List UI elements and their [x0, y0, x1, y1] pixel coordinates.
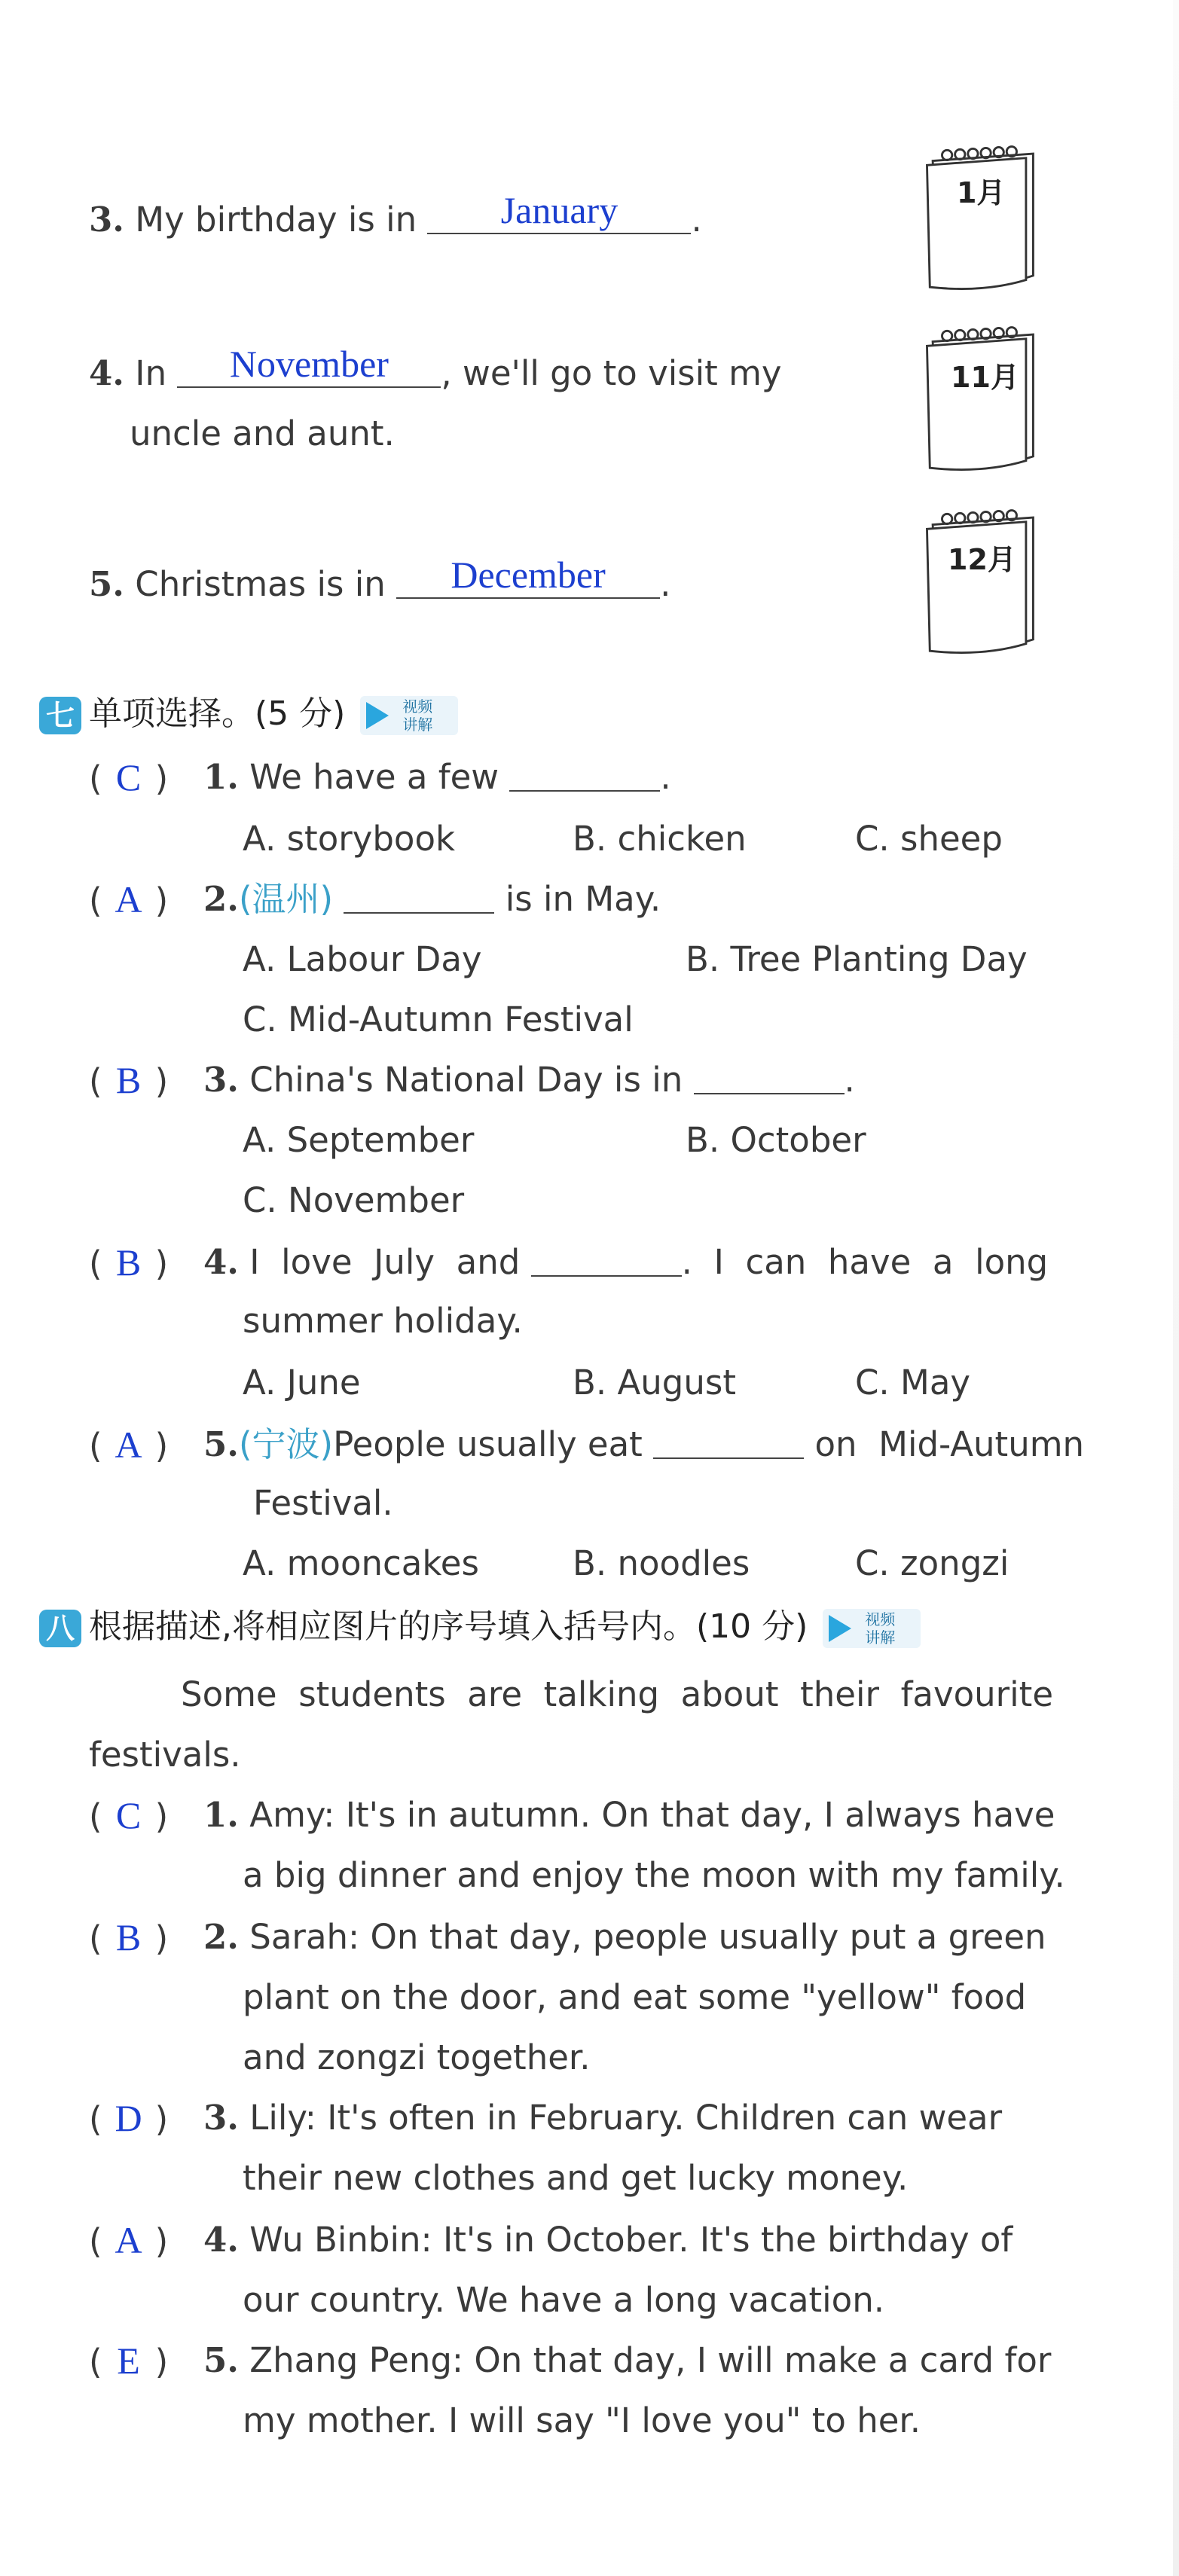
calendar-icon — [915, 320, 1043, 471]
question-number: 3. — [89, 200, 124, 240]
question-2 — [203, 877, 661, 922]
answer-letter: D — [115, 2097, 142, 2139]
question-text: In — [135, 353, 167, 393]
answer-paren[interactable]: ( B ) — [89, 1059, 169, 1101]
page-edge — [1173, 0, 1179, 2576]
question-text-after: . I can have a long — [681, 1242, 1049, 1282]
answer-text: January — [500, 189, 619, 231]
question-4 — [203, 1240, 1048, 1285]
answer-blank[interactable] — [427, 189, 691, 234]
answer-blank[interactable] — [653, 1424, 804, 1459]
answer-blank[interactable] — [396, 554, 660, 599]
description-text: Amy: It's in autumn. On that day, I always have — [249, 1795, 1055, 1835]
punctuation: . — [660, 757, 671, 797]
option-c[interactable]: C. May — [855, 1363, 971, 1402]
question-text: People usually eat — [333, 1424, 643, 1464]
answer-blank[interactable] — [694, 1060, 845, 1094]
question-number: 1. — [203, 757, 239, 797]
answer-blank[interactable] — [344, 879, 494, 914]
answer-paren[interactable]: ( C ) — [89, 756, 169, 798]
answer-letter: E — [117, 2339, 140, 2382]
answer-letter: C — [115, 1794, 142, 1836]
option-b[interactable]: B. Tree Planting Day — [686, 939, 1028, 979]
option-a[interactable]: A. Labour Day — [243, 939, 482, 979]
item-number: 1. — [203, 1795, 239, 1835]
video-label: 视频 讲解 — [402, 697, 433, 734]
fill-blank-3 — [89, 189, 702, 243]
answer-letter: A — [115, 1424, 142, 1466]
play-icon — [366, 702, 389, 729]
answer-paren[interactable]: ( E ) — [89, 2339, 169, 2382]
question-number: 4. — [89, 353, 124, 393]
calendar-label: 1月 — [957, 176, 1006, 209]
option-c[interactable]: C. November — [243, 1180, 465, 1220]
option-b[interactable]: B. chicken — [573, 819, 747, 859]
section-7-header — [39, 691, 458, 737]
question-number: 5. — [89, 564, 124, 604]
option-c[interactable]: C. Mid-Autumn Festival — [243, 1000, 634, 1039]
option-c[interactable]: C. sheep — [855, 819, 1003, 859]
description-text-line2: their new clothes and get lucky money. — [243, 2158, 909, 2198]
section-badge: 七 — [39, 697, 81, 734]
punctuation: . — [660, 564, 671, 604]
section-title: 单项选择。(5 分) — [89, 694, 346, 733]
intro-text: Some students are talking about their favourite — [181, 1674, 1054, 1714]
answer-blank[interactable] — [177, 343, 441, 388]
section-title: 根据描述,将相应图片的序号填入括号内。(10 分) — [89, 1607, 808, 1646]
description-1 — [203, 1793, 1055, 1838]
video-explain-button[interactable] — [823, 1609, 921, 1648]
answer-paren[interactable]: ( A ) — [89, 878, 169, 920]
description-4 — [203, 2217, 1013, 2263]
option-a[interactable]: A. storybook — [243, 819, 456, 859]
description-text: Sarah: On that day, people usually put a green — [249, 1917, 1046, 1957]
region-tag: (宁波) — [238, 1424, 334, 1464]
answer-blank[interactable] — [509, 757, 660, 792]
fill-blank-4 — [89, 343, 782, 396]
answer-letter: C — [115, 756, 142, 798]
description-text-line3: and zongzi together. — [243, 2037, 591, 2077]
description-5 — [203, 2338, 1051, 2383]
description-text-line2: plant on the door, and eat some "yellow" food — [243, 1977, 1027, 2017]
question-text-after: on Mid-Autumn — [814, 1424, 1085, 1464]
question-number: 4. — [203, 1242, 239, 1282]
item-number: 5. — [203, 2340, 239, 2380]
option-b[interactable]: B. October — [686, 1120, 866, 1160]
answer-paren[interactable]: ( A ) — [89, 2219, 169, 2261]
answer-paren[interactable]: ( D ) — [89, 2097, 169, 2139]
description-3 — [203, 2095, 1002, 2141]
punctuation: . — [844, 1060, 855, 1100]
answer-paren[interactable]: ( A ) — [89, 1424, 169, 1466]
question-text: Christmas is in — [135, 564, 386, 604]
calendar-icon — [915, 503, 1043, 654]
option-a[interactable]: A. mooncakes — [243, 1543, 479, 1583]
item-number: 2. — [203, 1917, 239, 1957]
region-tag: (温州) — [238, 879, 334, 919]
answer-letter: B — [115, 1059, 142, 1101]
section-badge: 八 — [39, 1610, 81, 1647]
question-number: 2. — [203, 879, 239, 919]
intro-text-line2: festivals. — [89, 1735, 241, 1775]
option-b[interactable]: B. August — [573, 1363, 736, 1402]
option-c[interactable]: C. zongzi — [855, 1543, 1009, 1583]
answer-text: November — [229, 343, 389, 385]
question-text-line2: Festival. — [253, 1483, 393, 1523]
question-text: We have a few — [249, 757, 499, 797]
description-text-line2: my mother. I will say "I love you" to her. — [243, 2401, 921, 2440]
question-text: My birthday is in — [135, 200, 417, 240]
answer-letter: B — [115, 1241, 142, 1283]
calendar-label: 12月 — [948, 543, 1016, 576]
description-text: Zhang Peng: On that day, I will make a card for — [249, 2340, 1052, 2380]
video-explain-button[interactable] — [360, 696, 458, 735]
question-text: I love July and — [249, 1242, 521, 1282]
answer-text: December — [451, 554, 606, 596]
description-text-line2: our country. We have a long vacation. — [243, 2280, 885, 2320]
play-icon — [829, 1615, 851, 1642]
answer-letter: A — [115, 878, 142, 920]
section-8-header — [39, 1604, 921, 1650]
description-text: Wu Binbin: It's in October. It's the birthday of — [249, 2220, 1013, 2260]
answer-blank[interactable] — [531, 1242, 682, 1277]
answer-paren[interactable]: ( C ) — [89, 1794, 169, 1836]
fill-blank-5 — [89, 554, 671, 607]
option-a[interactable]: A. September — [243, 1120, 475, 1160]
question-text-line2: uncle and aunt. — [130, 414, 395, 453]
description-2 — [203, 1915, 1046, 1960]
item-number: 4. — [203, 2220, 239, 2260]
question-5 — [203, 1422, 1084, 1467]
option-a[interactable]: A. June — [243, 1363, 361, 1402]
calendar-label: 11月 — [951, 361, 1019, 394]
question-text: is in May. — [505, 879, 661, 919]
description-text-line2: a big dinner and enjoy the moon with my family. — [243, 1855, 1065, 1895]
calendar-icon — [915, 139, 1043, 290]
question-number: 5. — [203, 1424, 239, 1464]
item-number: 3. — [203, 2098, 239, 2138]
option-b[interactable]: B. noodles — [573, 1543, 750, 1583]
answer-paren[interactable]: ( B ) — [89, 1241, 169, 1283]
punctuation: . — [691, 200, 702, 240]
answer-letter: A — [115, 2219, 142, 2261]
answer-letter: B — [115, 1916, 142, 1958]
question-text: China's National Day is in — [249, 1060, 683, 1100]
answer-paren[interactable]: ( B ) — [89, 1916, 169, 1958]
question-text-after: , we'll go to visit my — [441, 353, 782, 393]
question-3 — [203, 1058, 855, 1103]
description-text: Lily: It's often in February. Children can wear — [249, 2098, 1003, 2138]
question-1 — [203, 755, 671, 800]
question-number: 3. — [203, 1060, 239, 1100]
video-label: 视频 讲解 — [865, 1610, 896, 1647]
question-text-line2: summer holiday. — [243, 1301, 523, 1341]
